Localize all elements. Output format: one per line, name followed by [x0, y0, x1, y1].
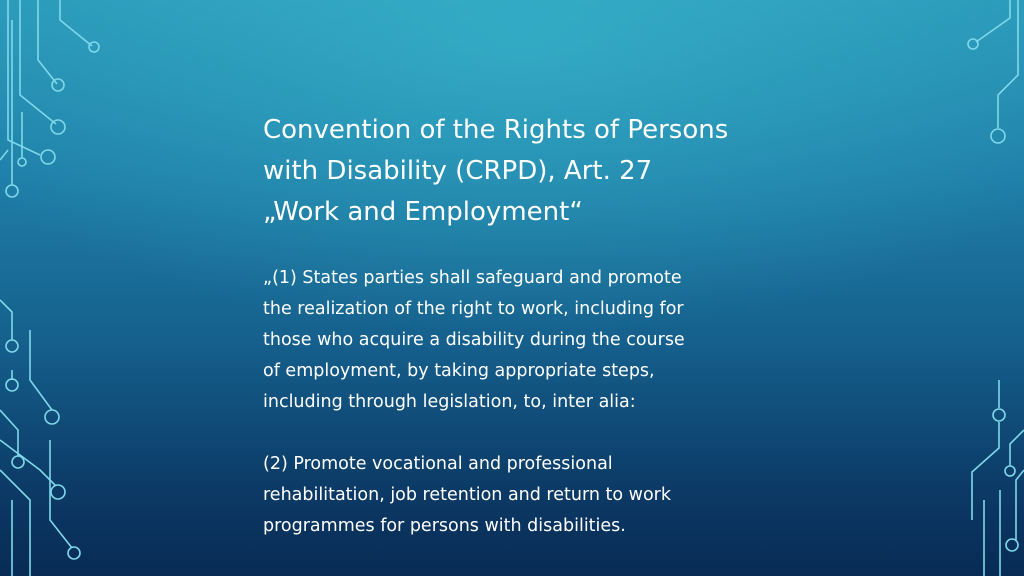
- article-paragraph-1: [263, 263, 783, 418]
- circuit-decoration-left-icon: [0, 0, 110, 576]
- slide-content: [263, 110, 783, 542]
- title-line: Convention of the Rights of Persons: [263, 115, 729, 145]
- title-line: with Disability (CRPD), Art. 27: [263, 156, 653, 186]
- paragraph-line: „(1) States parties shall safeguard and promote: [263, 268, 682, 288]
- paragraph-line: including through legislation, to, inter alia:: [263, 392, 636, 412]
- article-paragraph-2: [263, 449, 783, 542]
- title-line: „Work and Employment“: [263, 197, 583, 227]
- paragraph-line: those who acquire a disability during the course: [263, 330, 685, 350]
- circuit-decoration-right-icon: [914, 0, 1024, 576]
- paragraph-line: programmes for persons with disabilities.: [263, 516, 626, 536]
- paragraph-line: the realization of the right to work, including for: [263, 299, 684, 319]
- paragraph-line: (2) Promote vocational and professional: [263, 454, 613, 474]
- paragraph-line: of employment, by taking appropriate steps,: [263, 361, 655, 381]
- slide-title: [263, 110, 783, 233]
- paragraph-line: rehabilitation, job retention and return to work: [263, 485, 671, 505]
